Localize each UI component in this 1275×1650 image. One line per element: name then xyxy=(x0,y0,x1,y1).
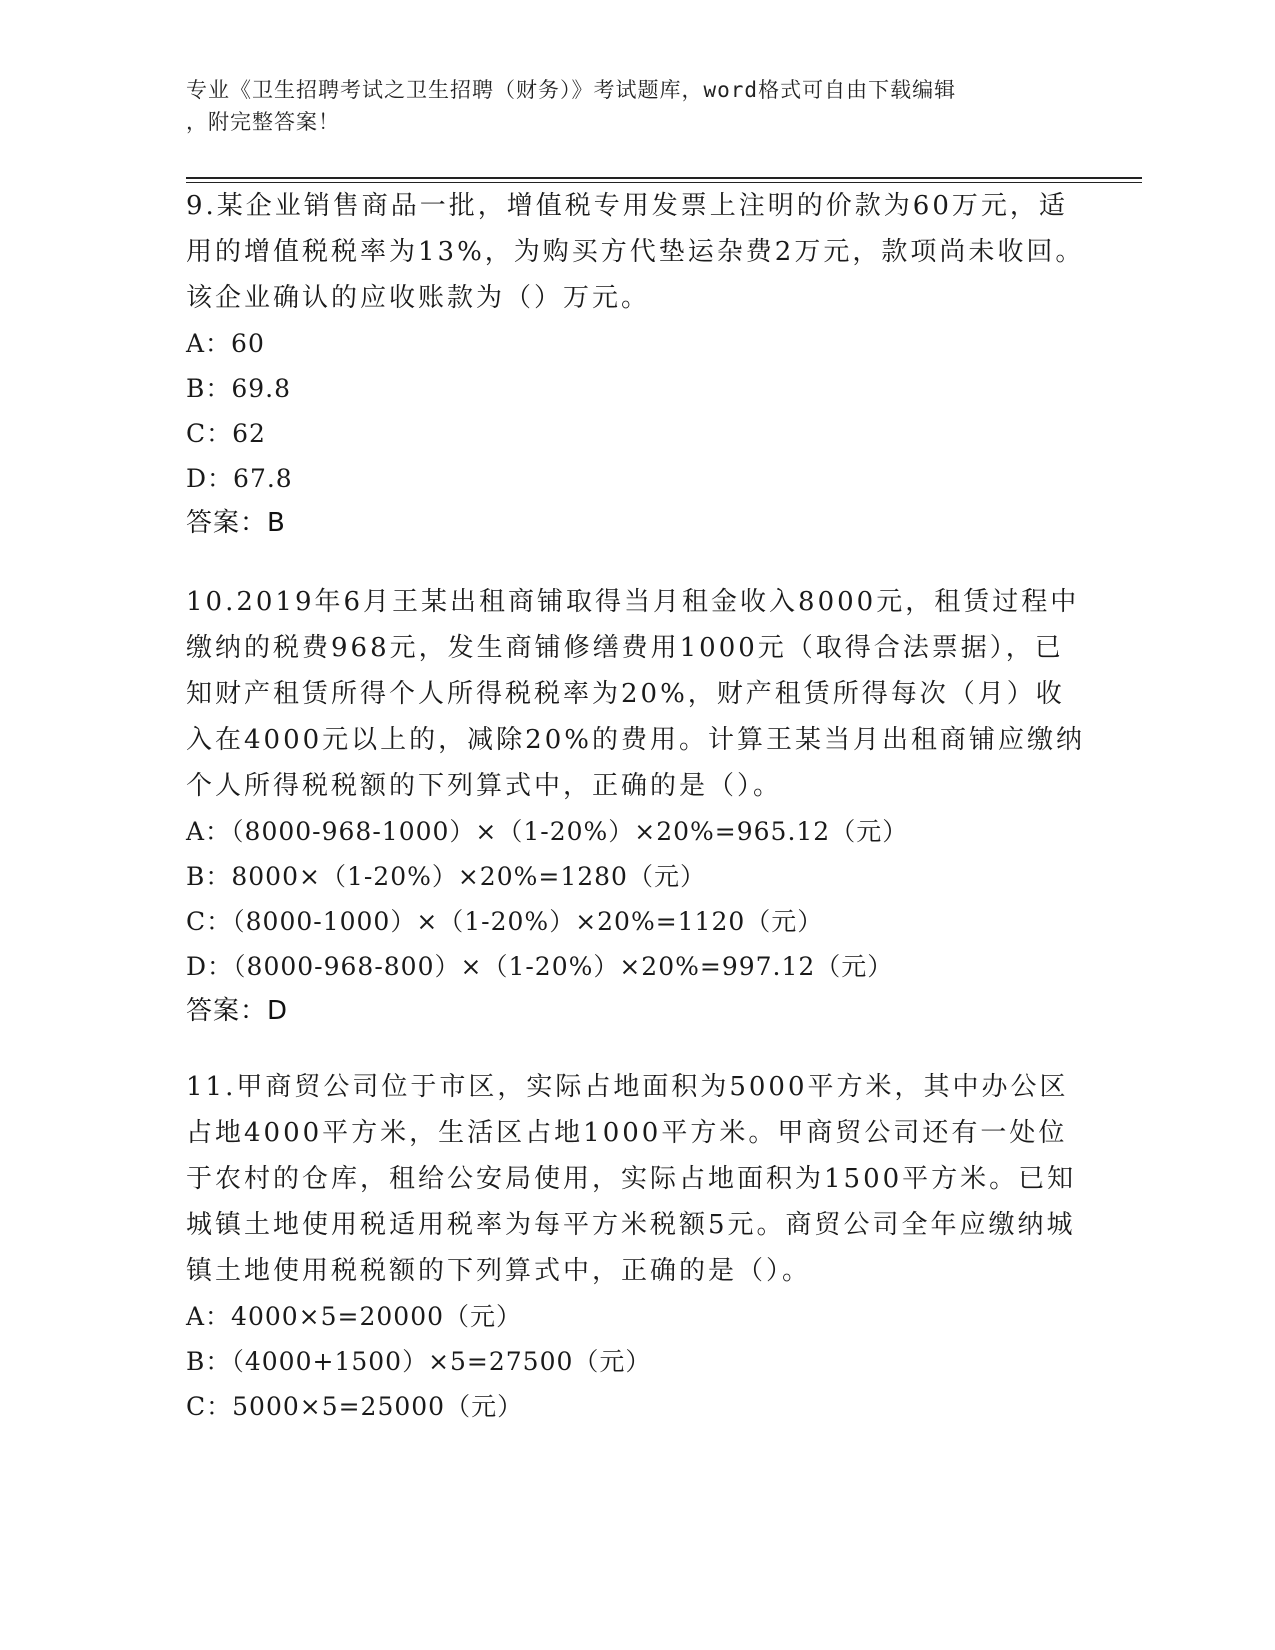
question-11 xyxy=(186,1064,1086,1429)
option-b: B：69.8 xyxy=(186,374,292,403)
question-9 xyxy=(186,183,1086,546)
option-c: C：62 xyxy=(186,419,266,448)
option-a: A：（8000-968-1000）×（1-20%）×20%=965.12（元） xyxy=(186,817,909,846)
question-stem: 10.2019年6月王某出租商铺取得当月租金收入8000元，租赁过程中缴纳的税费968元，发生商铺修缮费用1000元（取得合法票据），已知财产租赁所得个人所得税税率为20%，财产租赁所得每次（月）收入在4000元以上的，减除20%的费用。计算王某当月出租商铺应缴纳个人所得税税额的下列算式中，正确的是（）。 xyxy=(186,587,1085,801)
answer-line: 答案：D xyxy=(186,996,289,1026)
option-d: D：（8000-968-800）×（1-20%）×20%=997.12（元） xyxy=(186,952,894,981)
question-stem: 11.甲商贸公司位于市区，实际占地面积为5000平方米，其中办公区占地4000平方米，生活区占地1000平方米。甲商贸公司还有一处位于农村的仓库，租给公安局使用，实际占地面积为1500平方米。已知城镇土地使用税适用税率为每平方米税额5元。商贸公司全年应缴纳城镇土地使用税税额的下列算式中，正确的是（）。 xyxy=(186,1072,1077,1286)
option-c: C：（8000-1000）×（1-20%）×20%=1120（元） xyxy=(186,907,824,936)
header-divider-thick xyxy=(186,177,1142,179)
option-d: D：67.8 xyxy=(186,464,293,493)
option-b: B：（4000+1500）×5=27500（元） xyxy=(186,1347,652,1376)
option-c: C：5000×5=25000（元） xyxy=(186,1392,524,1421)
header-line-2: ，附完整答案！ xyxy=(186,110,340,134)
document-header xyxy=(186,74,1086,138)
option-a: A：4000×5=20000（元） xyxy=(186,1302,523,1331)
answer-line: 答案：B xyxy=(186,508,286,538)
header-line-1: 专业《卫生招聘考试之卫生招聘（财务）》考试题库，word格式可自由下载编辑 xyxy=(186,78,957,102)
question-stem: 9.某企业销售商品一批，增值税专用发票上注明的价款为60万元，适用的增值税税率为13%，为购买方代垫运杂费2万元，款项尚未收回。该企业确认的应收账款为（）万元。 xyxy=(186,191,1085,313)
option-b: B：8000×（1-20%）×20%=1280（元） xyxy=(186,862,706,891)
option-a: A：60 xyxy=(186,329,265,358)
question-10 xyxy=(186,579,1086,1034)
